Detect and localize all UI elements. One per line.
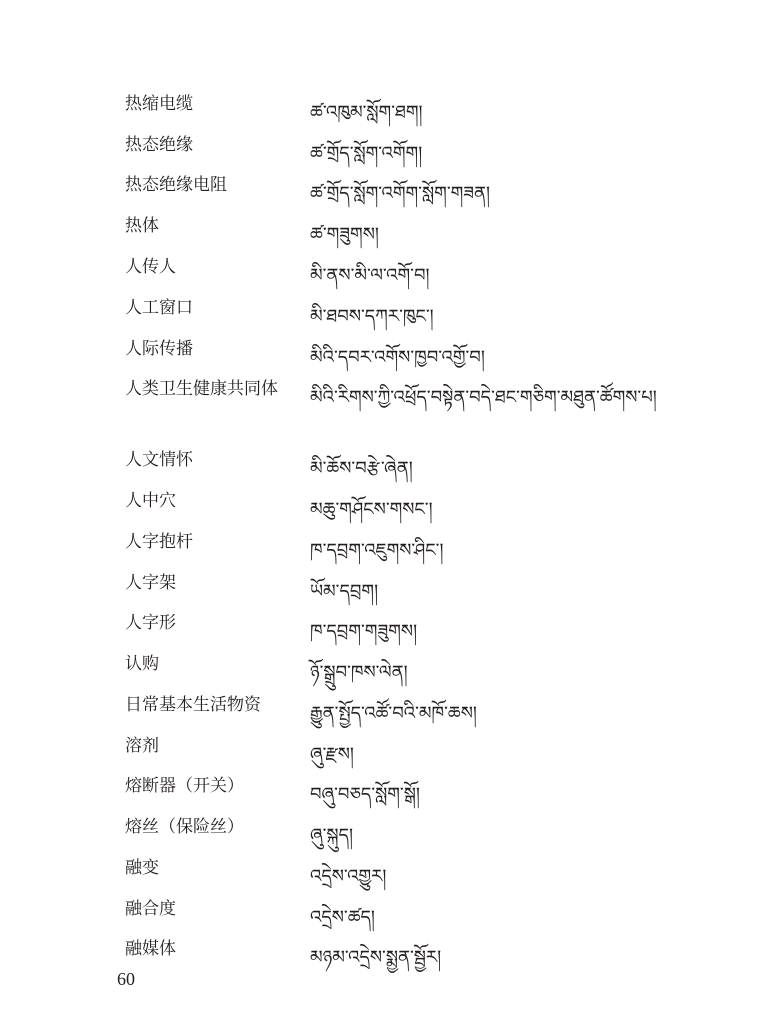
chinese-term: 熔断器（开关）: [125, 776, 244, 796]
chinese-term: 热态绝缘电阻: [125, 175, 227, 195]
tibetan-translation: ཚ་གྲོད་སློག་འགོག།: [310, 143, 423, 164]
tibetan-translation: འདྲེས་འགྱུར།: [310, 866, 387, 887]
chinese-term: 溶剂: [125, 736, 159, 756]
chinese-term: 人文情怀: [125, 450, 193, 470]
tibetan-translation: ཞུ་རྫས།: [310, 744, 354, 765]
chinese-term: 日常基本生活物资: [125, 695, 261, 715]
tibetan-translation: རྒྱུན་སྤྱོད་འཚོ་བའི་མཁོ་ཆས།: [310, 703, 477, 724]
page-number: 60: [117, 969, 135, 989]
chinese-term: 热态绝缘: [125, 135, 193, 155]
chinese-term: 人类卫生健康共同体: [125, 379, 278, 399]
tibetan-translation: ཡོམ་དབྲག།: [310, 581, 379, 602]
tibetan-translation: མཆུ་གཤོངས་གསང་།: [310, 499, 433, 520]
tibetan-translation: ཚ་འཁུམ་སློག་ཐག།: [310, 102, 423, 123]
tibetan-translation: མཉམ་འདྲེས་སྨྱན་སྦྱོར།: [310, 947, 442, 968]
tibetan-translation: ཚ་གཟུགས།: [310, 224, 379, 245]
chinese-term: 人中穴: [125, 491, 176, 511]
chinese-term: 人传人: [125, 257, 176, 277]
chinese-term: 热缩电缆: [125, 94, 193, 114]
chinese-term: 人字抱杆: [125, 532, 193, 552]
chinese-term: 融合度: [125, 899, 176, 919]
tibetan-translation: བཞུ་བཅད་སློག་སྒོ།: [310, 784, 420, 805]
chinese-term: 人字形: [125, 613, 176, 633]
tibetan-translation: མི་ནས་མི་ལ་འགོ་བ།: [310, 265, 430, 286]
tibetan-translation: ཉོ་སྒྲུབ་ཁས་ལེན།: [310, 662, 408, 683]
tibetan-translation: མིའི་རིགས་ཀྱི་འཕྲོད་བསྟེན་བདེ་ཐང་གཅིག་མཐུན་ཚོགས་པ།: [310, 387, 657, 408]
tibetan-translation: མི་ཆོས་བརྩེ་ཞེན།: [310, 458, 413, 479]
tibetan-translation: ཁ་དབྲག་འཇུགས་ཤིང་།: [310, 540, 444, 561]
chinese-term: 融变: [125, 858, 159, 878]
chinese-term: 熔丝（保险丝）: [125, 817, 244, 837]
tibetan-translation: ཁ་དབྲག་གཟུགས།: [310, 621, 418, 642]
chinese-term: 融媒体: [125, 939, 176, 959]
chinese-term: 人字架: [125, 573, 176, 593]
tibetan-translation: ཚ་གྲོད་སློག་འགོག་སློག་གཟན།: [310, 183, 491, 204]
tibetan-translation: འདྲེས་ཚད།: [310, 907, 375, 928]
tibetan-translation: ཞུ་སྐུད།: [310, 825, 353, 846]
tibetan-translation: མིའི་དབར་འགོས་ཁྱབ་འགྱོ་བ།: [310, 347, 485, 368]
chinese-term: 认购: [125, 654, 159, 674]
chinese-term: 人工窗口: [125, 298, 193, 318]
chinese-term: 人际传播: [125, 339, 193, 359]
chinese-term: 热体: [125, 216, 159, 236]
tibetan-translation: མི་ཐབས་དཀར་ཁུང་།: [310, 306, 434, 327]
